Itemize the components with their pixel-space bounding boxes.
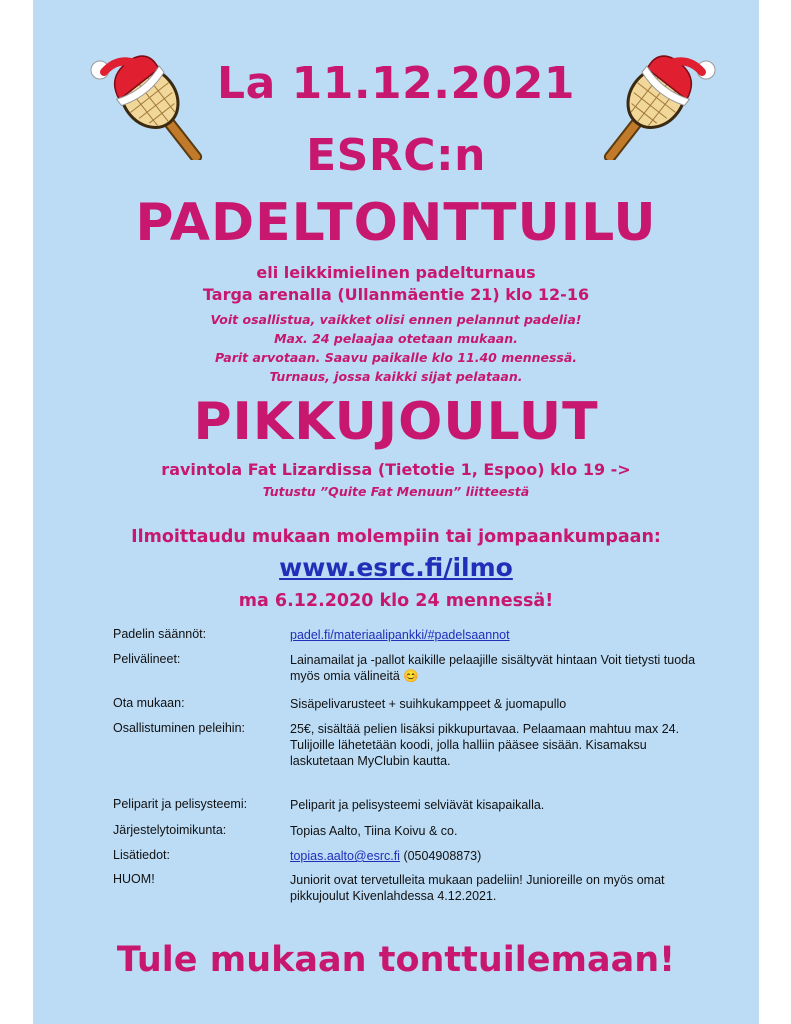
event-note: Voit osallistua, vaikket olisi ennen pelannut padelia! <box>210 312 582 327</box>
signup-link[interactable]: www.esrc.fi/ilmo <box>279 553 513 582</box>
event-description: eli leikkimielinen padelturnaus <box>256 263 536 282</box>
detail-value: Sisäpelivarusteet + suihkukamppeet & juomapullo <box>290 697 567 711</box>
detail-label: Peliparit ja pelisysteemi: <box>113 797 248 811</box>
detail-label: Lisätiedot: <box>113 848 170 862</box>
detail-value: 25€, sisältää pelien lisäksi pikkupurtavaa. Pelaamaan mahtuu max 24. Tulijoille lähetetään koodi, jolla halliin pääsee sisään. Kisamaksu laskutetaan MyClubin kautta. <box>290 722 680 768</box>
club-name: ESRC:n <box>306 130 486 181</box>
signup-call: Ilmoittaudu mukaan molempiin tai jompaankumpaan: <box>131 527 661 547</box>
event-note: Turnaus, jossa kaikki sijat pelataan. <box>269 369 523 384</box>
detail-label: Ota mukaan: <box>113 696 185 710</box>
signup-deadline: ma 6.12.2020 klo 24 mennessä! <box>238 591 554 611</box>
event-note: Max. 24 pelaajaa otetaan mukaan. <box>274 331 518 346</box>
rules-link[interactable]: padel.fi/materiaalipankki/#padelsaannot <box>290 628 510 642</box>
menu-note: Tutustu ”Quite Fat Menuun” liitteestä <box>262 484 530 499</box>
event-venue: Targa arenalla (Ullanmäentie 21) klo 12-16 <box>202 285 590 304</box>
detail-value: Peliparit ja pelisysteemi selviävät kisapaikalla. <box>290 798 545 812</box>
detail-label: Osallistuminen peleihin: <box>113 721 246 735</box>
contact-phone: (0504908873) <box>399 849 482 863</box>
party-title: PIKKUJOULUT <box>193 392 599 452</box>
detail-label: HUOM! <box>113 872 155 886</box>
detail-label: Padelin säännöt: <box>113 627 207 641</box>
event-title: PADELTONTTUILU <box>135 193 657 253</box>
detail-value: Topias Aalto, Tiina Koivu & co. <box>290 824 458 838</box>
poster <box>33 0 759 1024</box>
contact-email-link[interactable]: topias.aalto@esrc.fi <box>290 849 400 863</box>
party-venue: ravintola Fat Lizardissa (Tietotie 1, Espoo) klo 19 -> <box>161 460 631 479</box>
footer-slogan: Tule mukaan tonttuilemaan! <box>116 940 676 980</box>
event-note: Parit arvotaan. Saavu paikalle klo 11.40 mennessä. <box>214 350 578 365</box>
detail-label: Pelivälineet: <box>113 652 181 666</box>
event-date: La 11.12.2021 <box>217 58 575 109</box>
detail-value: Juniorit ovat tervetulleita mukaan padeliin! Junioreille on myös omat pikkujoulut Kivenlahdessa 4.12.2021. <box>290 873 665 903</box>
detail-label: Järjestelytoimikunta: <box>113 823 227 837</box>
detail-value: Lainamailat ja -pallot kaikille pelaajille sisältyvät hintaan Voit tietysti tuoda myös omia välineitä 😊 <box>290 653 696 683</box>
